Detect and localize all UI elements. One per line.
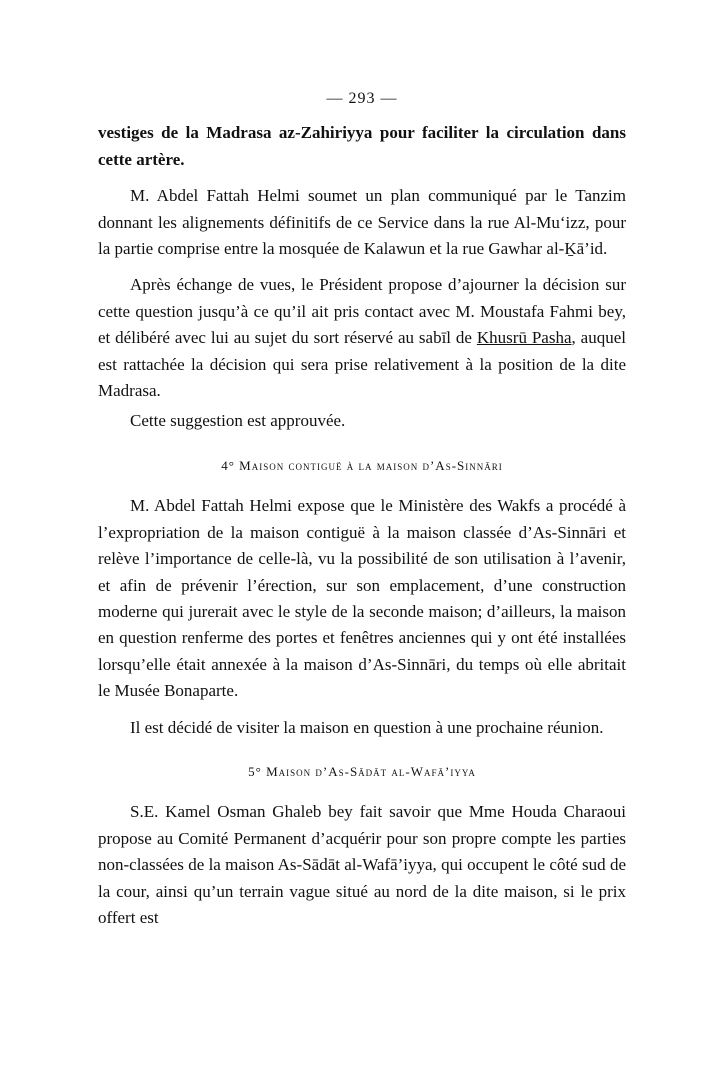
section-heading-5-number: 5° bbox=[248, 763, 262, 779]
section-heading-5 bbox=[98, 759, 626, 785]
proposal-text-start: Après échange de vues, le Président propose d’ajourner la décision sur cette question jusqu’à ce qu’il ait pris contact avec M. Moustafa Fahmi bey, et délibéré avec lui au sujet du sort réservé au sabīl de bbox=[98, 275, 626, 348]
paragraph-visit-decision: Il est décidé de visiter la maison en question à une prochaine réunion. bbox=[130, 717, 604, 737]
section-heading-4 bbox=[98, 453, 626, 479]
paragraph-suggestion-approved: Cette suggestion est approuvée. bbox=[130, 411, 346, 431]
section-heading-4-title: Maison contiguë à la maison d’As-Sinnāri bbox=[239, 457, 503, 473]
proposal-text-end: , auquel est rattachée la décision qui sera prise relativement à la position de la dite Madrasa. bbox=[98, 328, 626, 401]
khusru-pasha-name: Khusrū Pasha bbox=[476, 328, 572, 348]
section-heading-5-title: Maison d’As-Sādāt al-Wafā’iyya bbox=[266, 763, 476, 779]
page-number: — 293 — bbox=[326, 90, 398, 107]
paragraph-madrasa-continuation: vestiges de la Madrasa az-Zahiriyya pour faciliter la circulation dans cette artère. bbox=[98, 123, 626, 169]
paragraph-tanzim-plan: M. Abdel Fattah Helmi soumet un plan communiqué par le Tanzim donnant les alignements définitifs de ce Service dans la rue Al-Mu‘izz, pour la partie comprise entre la mosquée de Kalawun et la rue Gawhar al-Ḵā’id. bbox=[98, 186, 626, 259]
paragraph-charaoui-proposal: S.E. Kamel Osman Ghaleb bey fait savoir que Mme Houda Charaoui propose au Comité Permanent d’acquérir pour son propre compte les parties non-classées de la maison As-Sādāt al-Wafā’iyya, qui occupent le côté sud de la cour, ainsi qu’un terrain vague situé au nord de la dite maison, si le prix offert est bbox=[98, 802, 626, 927]
paragraph-wakfs-expropriation: M. Abdel Fattah Helmi expose que le Ministère des Wakfs a procédé à l’expropriation de la maison contiguë à la maison classée d’As-Sinnāri et relève l’importance de celle-là, vu la possibilité de son utilisation à l’avenir, et afin de prévenir l’érection, sur son emplacement, d’une construction moderne qui jurerait avec le style de la seconde maison; d’ailleurs, la maison en question renferme des portes et fenêtres anciennes qui y ont été installées lorsqu’elle était annexée à la maison d’As-Sinnāri, du temps où elle abritait le Musée Bonaparte. bbox=[98, 496, 626, 701]
paragraph-president-proposal bbox=[98, 272, 626, 404]
section-heading-4-number: 4° bbox=[221, 457, 235, 473]
document-page bbox=[98, 86, 626, 931]
